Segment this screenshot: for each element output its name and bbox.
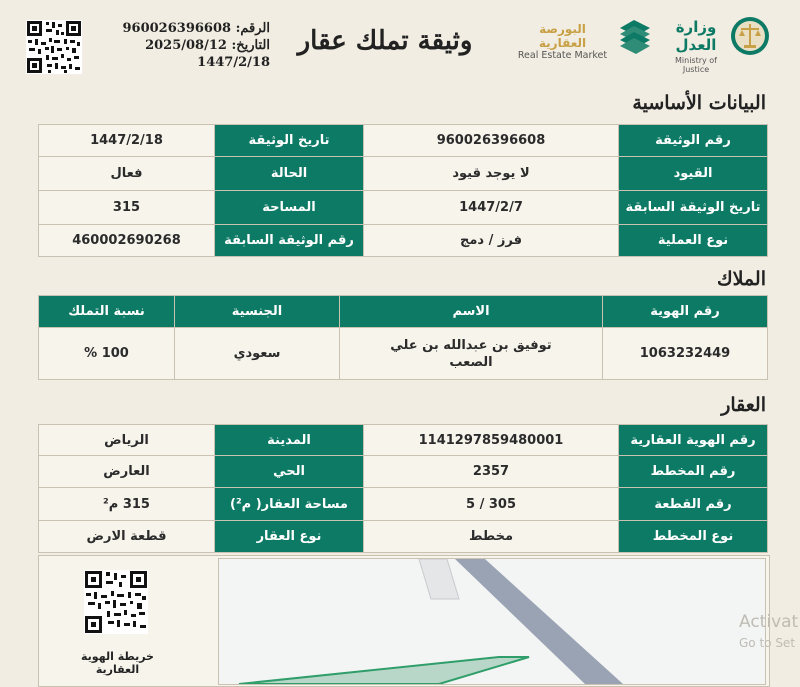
basic-value: فعال [39, 157, 215, 191]
owners-header-row [39, 296, 768, 328]
moj-arabic-name: وزارة العدل [675, 18, 717, 54]
property-value: 305 / 5 [364, 488, 619, 521]
owner-share: 100 % [39, 328, 175, 380]
property-map[interactable] [218, 558, 766, 685]
moj-english-name: Ministry of Justice [675, 56, 717, 74]
property-value: قطعة الارض [39, 521, 215, 553]
map-caption: خريطة الهوية العقارية [81, 650, 154, 676]
property-table [38, 424, 768, 553]
rem-english-name: Real Estate Market [517, 50, 608, 61]
watermark-line2: Go to Set [739, 636, 796, 650]
property-label: رقم الهوية العقارية [619, 425, 768, 456]
basic-label: رقم الوثيقة [619, 125, 768, 157]
property-value: 2357 [364, 456, 619, 488]
basic-value: 960026396608 [364, 125, 619, 157]
table-row [39, 456, 768, 488]
page-title: وثيقة تملك عقار [297, 26, 473, 56]
table-row [39, 191, 768, 225]
map-drawing [219, 559, 765, 684]
basic-label: نوع العملية [619, 225, 768, 257]
property-label: نوع المخطط [619, 521, 768, 553]
property-value: 1141297859480001 [364, 425, 619, 456]
basic-label: المساحة [215, 191, 364, 225]
table-row [39, 425, 768, 456]
basic-value: 460002690268 [39, 225, 215, 257]
real-estate-market-logo [515, 22, 610, 61]
basic-label: تاريخ الوثيقة [215, 125, 364, 157]
property-title: العقار [721, 394, 766, 416]
owners-header-id: رقم الهوية [603, 296, 768, 328]
table-row [39, 225, 768, 257]
owner-nationality: سعودي [175, 328, 340, 380]
basic-label: القيود [619, 157, 768, 191]
property-value: 315 م² [39, 488, 215, 521]
property-label: رقم القطعة [619, 488, 768, 521]
property-value: العارض [39, 456, 215, 488]
basic-value: فرز / دمج [364, 225, 619, 257]
basic-value: 315 [39, 191, 215, 225]
doc-number-line: الرقم: 960026396608 [122, 21, 270, 36]
table-row [39, 157, 768, 191]
date-line: التاريخ: 2025/08/12 [145, 38, 270, 53]
owner-name: توفيق بن عبدالله بن علي الصعب [340, 328, 603, 380]
moj-emblem-icon [730, 14, 770, 58]
activation-watermark [739, 612, 798, 650]
owner-id: 1063232449 [603, 328, 768, 380]
owners-header-name: الاسم [340, 296, 603, 328]
rem-emblem-icon [614, 14, 658, 58]
basic-value: 1447/2/7 [364, 191, 619, 225]
property-value: مخطط [364, 521, 619, 553]
property-value: الرياض [39, 425, 215, 456]
basic-label: الحالة [215, 157, 364, 191]
basic-label: تاريخ الوثيقة السابقة [619, 191, 768, 225]
property-label: نوع العقار [215, 521, 364, 553]
moj-logo [666, 18, 726, 74]
owners-header-nationality: الجنسية [175, 296, 340, 328]
owners-table [38, 295, 768, 380]
property-label: المدينة [215, 425, 364, 456]
property-label: مساحة العقار( م²) [215, 488, 364, 521]
basic-value: 1447/2/18 [39, 125, 215, 157]
rem-arabic-name: البورصة العقارية [538, 22, 587, 50]
property-map-qr [84, 570, 148, 634]
property-label: رقم المخطط [619, 456, 768, 488]
property-label: الحي [215, 456, 364, 488]
table-row [39, 488, 768, 521]
basic-info-title: البيانات الأساسية [632, 92, 766, 114]
document-meta [110, 20, 270, 71]
table-row [39, 125, 768, 157]
table-row [39, 521, 768, 553]
hijri-date-line: 1447/2/18 [197, 55, 270, 70]
basic-value: لا يوجد قيود [364, 157, 619, 191]
basic-info-table [38, 124, 768, 257]
table-row [39, 328, 768, 380]
owners-title: الملاك [716, 268, 766, 290]
owners-header-share: نسبة التملك [39, 296, 175, 328]
qr-code [26, 20, 82, 74]
watermark-line1: Activat [739, 612, 799, 632]
basic-label: رقم الوثيقة السابقة [215, 225, 364, 257]
